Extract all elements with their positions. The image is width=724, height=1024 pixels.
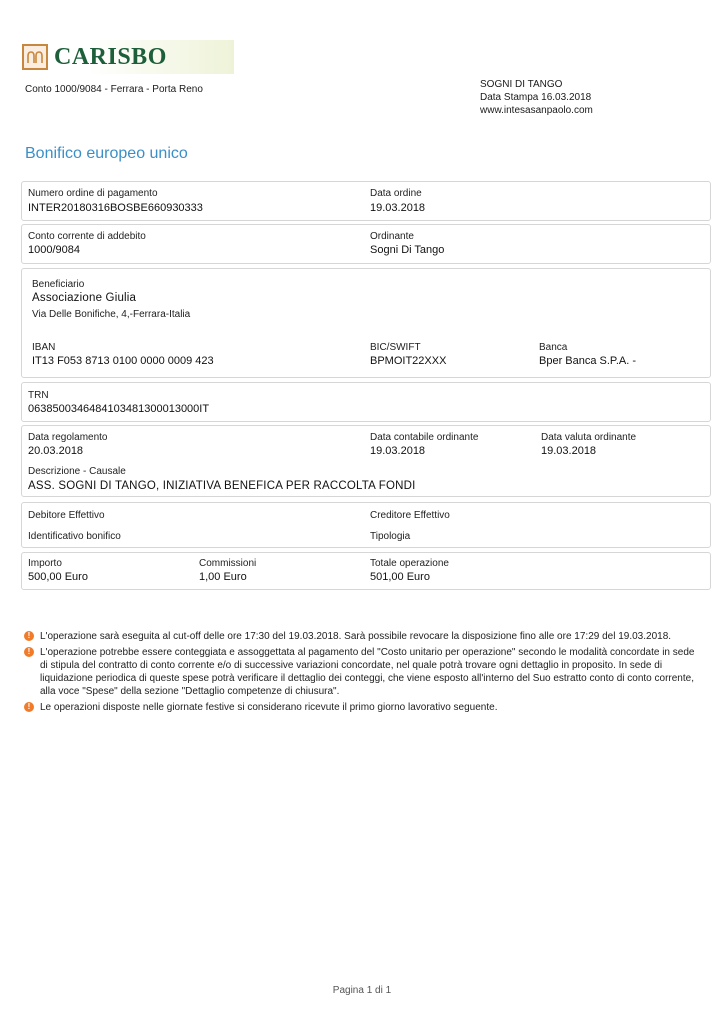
value-date-label: Data valuta ordinante <box>541 432 637 443</box>
settlement-box <box>21 425 711 497</box>
accounting-date-value: 19.03.2018 <box>370 445 426 457</box>
bank-value: Bper Banca S.P.A. - <box>539 355 637 367</box>
total-value: 501,00 Euro <box>370 571 430 583</box>
order-box <box>21 181 711 221</box>
notes-list <box>24 630 704 717</box>
debit-account-label: Conto corrente di addebito <box>28 231 146 242</box>
warning-icon: ! <box>24 631 34 641</box>
account-box <box>21 224 711 264</box>
note-item <box>24 630 704 643</box>
note-text: Le operazioni disposte nelle giornate festive si considerano ricevute il primo giorno lavorativo seguente. <box>40 702 498 713</box>
causale-label: Descrizione - Causale <box>28 466 126 477</box>
bic-value: BPMOIT22XXX <box>370 355 447 367</box>
order-date-label: Data ordine <box>370 188 422 199</box>
actual-creditor-label: Creditore Effettivo <box>370 510 450 521</box>
beneficiary-name: Associazione Giulia <box>32 292 137 304</box>
bic-label: BIC/SWIFT <box>370 342 421 353</box>
beneficiary-address: Via Delle Bonifiche, 4,-Ferrara-Italia <box>32 309 191 320</box>
iban-value: IT13 F053 8713 0100 0000 0009 423 <box>32 355 214 367</box>
bank-logo-icon <box>22 44 48 70</box>
beneficiary-label: Beneficiario <box>32 279 85 290</box>
iban-label: IBAN <box>32 342 56 353</box>
parties-box <box>21 502 711 548</box>
warning-icon: ! <box>24 702 34 712</box>
bank-label: Banca <box>539 342 568 353</box>
amount-value: 500,00 Euro <box>28 571 88 583</box>
fees-value: 1,00 Euro <box>199 571 247 583</box>
order-number-value: INTER20180316BOSBE660930333 <box>28 202 203 214</box>
trn-value: 0638500346484103481300013000IT <box>28 403 210 415</box>
fees-label: Commissioni <box>199 558 257 569</box>
beneficiary-box <box>21 268 711 378</box>
order-date-value: 19.03.2018 <box>370 202 426 214</box>
value-date-value: 19.03.2018 <box>541 445 597 457</box>
page-title: Bonifico europeo unico <box>25 145 188 162</box>
website-link[interactable]: www.intesasanpaolo.com <box>480 105 593 116</box>
accounting-date-label: Data contabile ordinante <box>370 432 479 443</box>
amount-label: Importo <box>28 558 62 569</box>
settlement-date-value: 20.03.2018 <box>28 445 84 457</box>
total-label: Totale operazione <box>370 558 449 569</box>
trn-box <box>21 382 711 422</box>
print-date: Data Stampa 16.03.2018 <box>480 92 592 103</box>
amounts-box <box>21 552 711 590</box>
orderer-value: Sogni Di Tango <box>370 244 445 256</box>
type-label: Tipologia <box>370 531 411 542</box>
debit-account-value: 1000/9084 <box>28 244 80 256</box>
note-text: L'operazione potrebbe essere conteggiata e assoggettata al pagamento del "Costo unitario per operazione" secondo le modalità concordate in sede di stipula del contratto di conto corrente e/o di successive variazioni concordate, nel quale potrà trovare ogni dettaglio in proposito. In sede di liquidazione periodica di queste spese potrà verificare il dettaglio dei conteggi, che viene esposto all'interno del Suo estratto conto di conto corrente, alla voce "Spese" della sezione "Dettaglio competenze di chiusura". <box>40 647 695 697</box>
brand-name: CARISBO <box>54 43 167 70</box>
order-number-label: Numero ordine di pagamento <box>28 188 158 199</box>
carisbo-logo <box>22 40 212 74</box>
client-name: SOGNI DI TANGO <box>480 79 563 90</box>
note-item <box>24 646 704 698</box>
note-text: L'operazione sarà eseguita al cut-off delle ore 17:30 del 19.03.2018. Sarà possibile revocare la disposizione fino alle ore 17:29 del 19.03.2018. <box>40 631 672 642</box>
warning-icon: ! <box>24 647 34 657</box>
account-info: Conto 1000/9084 - Ferrara - Porta Reno <box>25 84 203 95</box>
actual-debtor-label: Debitore Effettivo <box>28 510 105 521</box>
causale-value: ASS. SOGNI DI TANGO, INIZIATIVA BENEFICA PER RACCOLTA FONDI <box>28 480 416 492</box>
page-number: Pagina 1 di 1 <box>332 985 392 996</box>
transfer-id-label: Identificativo bonifico <box>28 531 121 542</box>
orderer-label: Ordinante <box>370 231 414 242</box>
settlement-date-label: Data regolamento <box>28 432 108 443</box>
trn-label: TRN <box>28 390 49 401</box>
note-item <box>24 701 704 714</box>
